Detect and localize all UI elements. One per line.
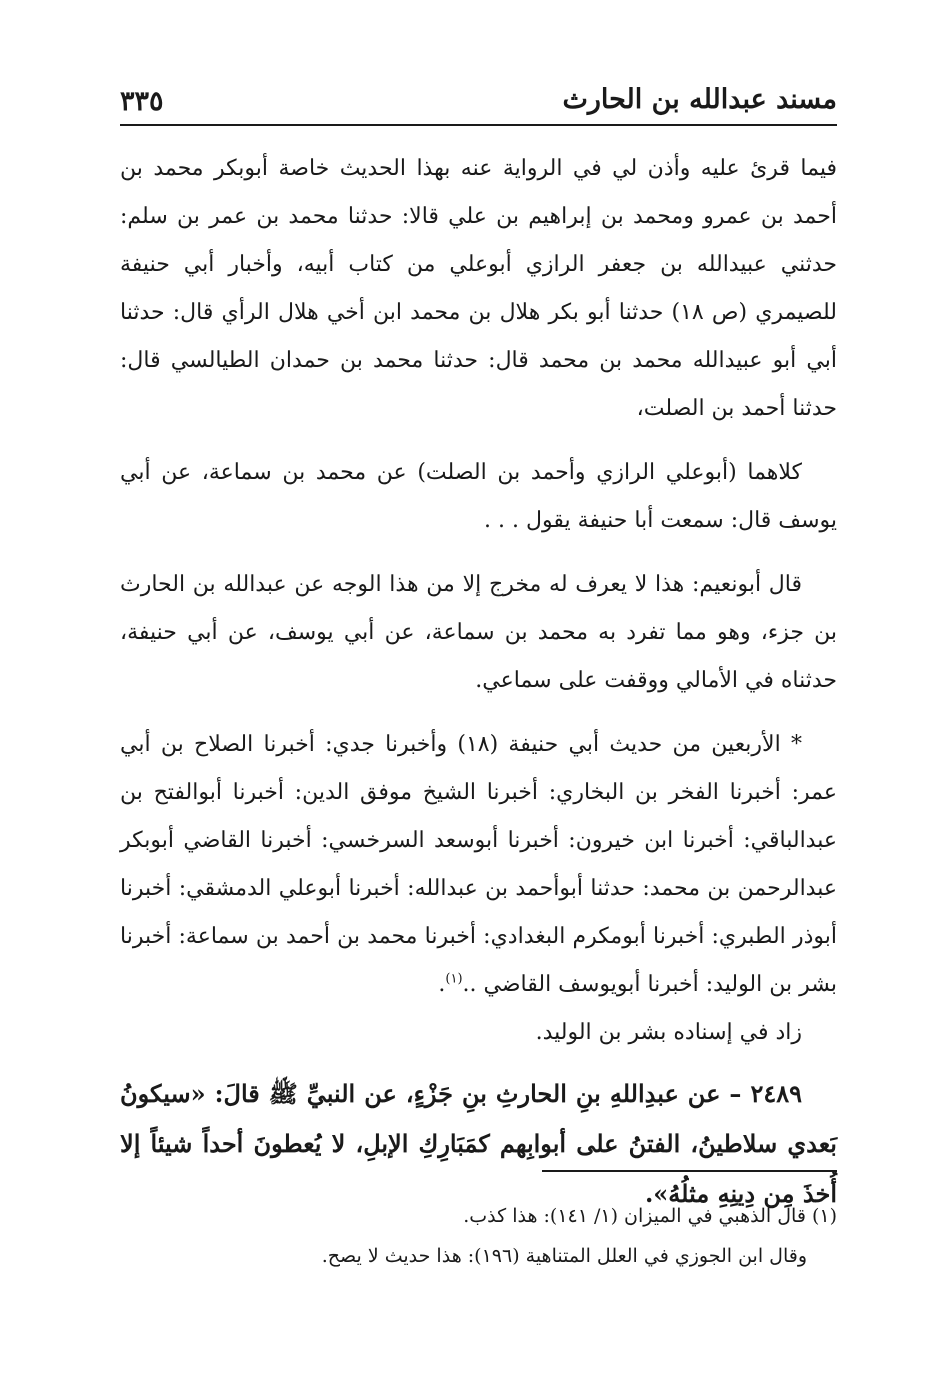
paragraph-abu-nuaym: قال أبونعيم: هذا لا يعرف له مخرج إلا من هذا الوجه عن عبدالله بن الحارث بن جزء، وهو مما تفرد به محمد بن سماعة، عن أبي يوسف، عن أبي حنيفة، حدثناه في الأمالي ووقفت على سماعي.	[120, 572, 837, 693]
paragraph-isnad-1: فيما قرئ عليه وأذن لي في الرواية عنه بهذا الحديث خاصة أبوبكر محمد بن أحمد بن عمرو ومحمد بن إبراهيم بن علي قالا: حدثنا محمد بن عمر بن سلم: حدثني عبيدالله بن جعفر الرازي أبوعلي من كتاب أبيه، وأخبار أبي حنيفة للصيمري (ص ١٨) حدثنا أبو بكر هلال بن محمد ابن أخي هلال الرأي قال: حدثنا أبي أبو عبيدالله محمد بن محمد قال: حدثنا محمد بن حمدان الطيالسي قال: حدثنا أحمد بن الصلت،	[120, 156, 837, 421]
hadith-number: ٢٤٨٩	[750, 1079, 802, 1108]
footnote-reference: (١)	[445, 971, 463, 987]
footnote-1-line-2: وقال ابن الجوزي في العلل المتناهية (١٩٦): هذا حديث لا يصح.	[321, 1245, 807, 1267]
paragraph-addition: زاد في إسناده بشر بن الوليد.	[535, 1020, 802, 1045]
page-header	[120, 74, 837, 126]
page-number: ٣٣٥	[120, 86, 164, 117]
footnote-1-line-1: (١) قال الذهبي في الميزان (١/ ١٤١): هذا كذب.	[463, 1205, 837, 1227]
footnotes	[120, 1196, 837, 1276]
paragraph-arbain	[120, 721, 837, 1009]
footnote-divider	[542, 1170, 837, 1172]
paragraph-isnad-2: كلاهما (أبوعلي الرازي وأحمد بن الصلت) عن محمد بن سماعة، عن أبي يوسف قال: سمعت أبا حنيفة يقول . . .	[120, 460, 837, 533]
main-text	[120, 145, 837, 1219]
arbain-period: .	[438, 972, 446, 997]
running-title: مسند عبدالله بن الحارث	[562, 84, 837, 115]
hadith-text: – عن عبدِاللهِ بنِ الحارثِ بنِ جَزْءٍ، عن النبيِّ ﷺ قالَ: «سيكونُ بَعدي سلاطينُ، الفتنُ على أبوابِهم كمَبَارِكِ الإبلِ، لا يُعطونَ أحداً شيئاً إلا أُخذَ مِن دِينِهِ مثلُهُ».	[120, 1079, 837, 1208]
arbain-text: * الأربعين من حديث أبي حنيفة (١٨) وأخبرنا جدي: أخبرنا الصلاح بن أبي عمر: أخبرنا الفخر بن البخاري: أخبرنا الشيخ موفق الدين: أخبرنا أبوالفتح بن عبدالباقي: أخبرنا ابن خيرون: أخبرنا أبوسعد السرخسي: أخبرنا القاضي أبوبكر عبدالرحمن بن محمد: حدثنا أبوأحمد بن عبدالله: أخبرنا أبوعلي الدمشقي: أخبرنا أبوذر الطبري: أخبرنا أبومكرم البغدادي: أخبرنا محمد بن أحمد بن سماعة: أخبرنا بشر بن الوليد: أخبرنا أبويوسف القاضي ..	[120, 732, 837, 997]
